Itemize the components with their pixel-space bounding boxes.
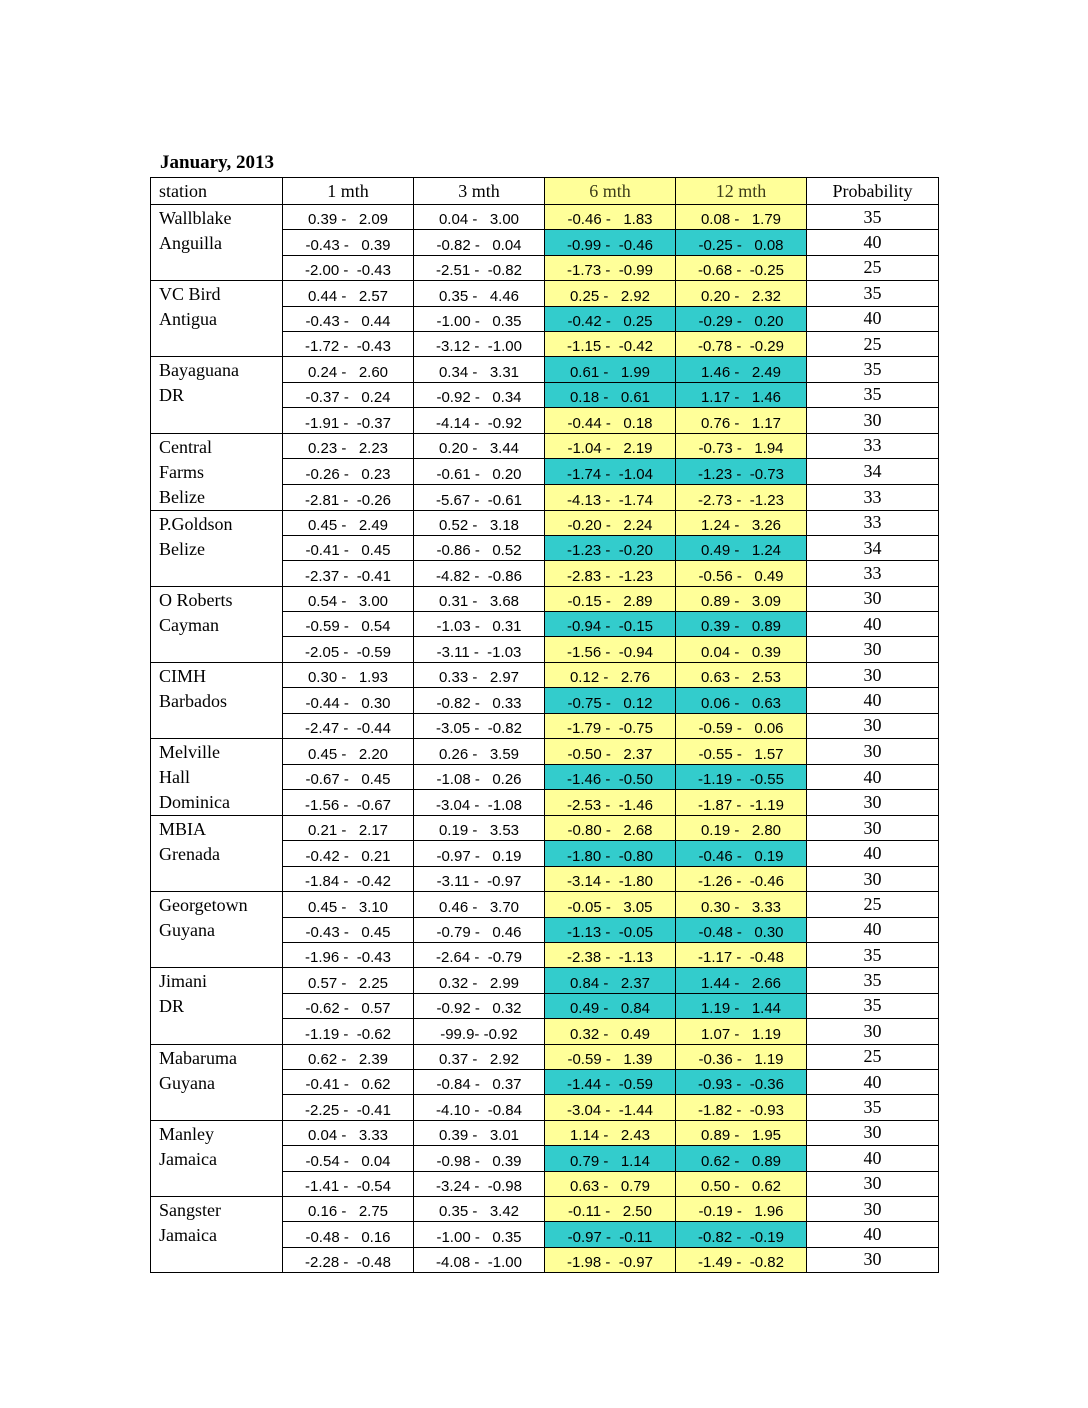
station-name-line: Jimani [159,971,207,992]
spi-6-month-range: 0.18 - 0.61 [545,382,676,407]
station-cell [151,739,283,816]
probability-value: 30 [807,1019,939,1044]
table-row [151,281,939,306]
spi-1-month-range: 0.39 - 2.09 [283,205,414,230]
spi-6-month-range: -2.53 - -1.46 [545,790,676,816]
spi-12-month-range: -1.23 - -0.73 [676,459,807,485]
spi-6-month-range: -0.15 - 2.89 [545,586,676,611]
station-name-line: Antigua [159,309,217,330]
probability-value: 30 [807,790,939,816]
spi-12-month-range: 0.06 - 0.63 [676,688,807,713]
spi-1-month-range: 0.23 - 2.23 [283,433,414,459]
probability-value: 40 [807,306,939,331]
spi-3-month-range: -5.67 - -0.61 [414,484,545,510]
probability-value: 30 [807,408,939,433]
spi-6-month-range: -0.05 - 3.05 [545,892,676,917]
table-row [151,1120,939,1145]
station-name-line: Farms [159,461,204,482]
spi-3-month-range: -0.86 - 0.52 [414,535,545,560]
station-name-line: Manley [159,1123,214,1144]
spi-1-month-range: 0.62 - 2.39 [283,1044,414,1069]
spi-12-month-range: -0.73 - 1.94 [676,433,807,459]
station-cell [151,510,283,586]
spi-3-month-range: -2.64 - -0.79 [414,942,545,967]
spi-1-month-range: -0.48 - 0.16 [283,1222,414,1247]
spi-12-month-range: 0.04 - 0.39 [676,637,807,662]
spi-12-month-range: -0.46 - 0.19 [676,841,807,866]
station-cell [151,357,283,433]
spi-3-month-range: -3.24 - -0.98 [414,1171,545,1196]
spi-3-month-range: -0.97 - 0.19 [414,841,545,866]
spi-3-month-range: 0.52 - 3.18 [414,510,545,535]
probability-value: 33 [807,510,939,535]
spi-12-month-range: 0.50 - 0.62 [676,1171,807,1196]
spi-3-month-range: 0.26 - 3.59 [414,739,545,765]
probability-value: 35 [807,942,939,967]
spi-6-month-range: 0.12 - 2.76 [545,662,676,687]
spi-1-month-range: -1.91 - -0.37 [283,408,414,433]
station-name-line: Grenada [159,844,220,865]
probability-value: 40 [807,841,939,866]
spi-6-month-range: -1.04 - 2.19 [545,433,676,459]
spi-3-month-range: -4.14 - -0.92 [414,408,545,433]
spi-12-month-range: -0.93 - -0.36 [676,1069,807,1094]
spi-6-month-range: -3.14 - -1.80 [545,866,676,891]
spi-3-month-range: -0.82 - 0.04 [414,230,545,255]
station-name-line: Bayaguana [159,360,239,381]
probability-value: 30 [807,662,939,687]
spi-1-month-range: -2.25 - -0.41 [283,1095,414,1120]
spi-3-month-range: -4.08 - -1.00 [414,1247,545,1272]
station-cell [151,281,283,357]
spi-12-month-range: -0.19 - 1.96 [676,1196,807,1221]
table-row [151,892,939,917]
station-name-line: Sangster [159,1199,221,1220]
spi-1-month-range: 0.24 - 2.60 [283,357,414,382]
spi-12-month-range: 0.63 - 2.53 [676,662,807,687]
spi-12-month-range: -0.56 - 0.49 [676,561,807,586]
spi-12-month-range: 0.89 - 1.95 [676,1120,807,1145]
spi-1-month-range: -2.37 - -0.41 [283,561,414,586]
spi-12-month-range: -0.36 - 1.19 [676,1044,807,1069]
spi-3-month-range: 0.19 - 3.53 [414,816,545,841]
spi-1-month-range: -0.54 - 0.04 [283,1146,414,1171]
spi-6-month-range: -0.46 - 1.83 [545,205,676,230]
spi-1-month-range: -0.67 - 0.45 [283,764,414,790]
spi-1-month-range: 0.44 - 2.57 [283,281,414,306]
spi-12-month-range: 1.19 - 1.44 [676,993,807,1018]
spi-6-month-range: -1.56 - -0.94 [545,637,676,662]
station-name-line: Cayman [159,614,219,635]
spi-12-month-range: -1.82 - -0.93 [676,1095,807,1120]
spi-12-month-range: 0.20 - 2.32 [676,281,807,306]
probability-value: 33 [807,561,939,586]
station-name-line: Wallblake [159,208,232,228]
spi-6-month-range: -1.15 - -0.42 [545,331,676,356]
spi-12-month-range: -1.49 - -0.82 [676,1247,807,1272]
spi-1-month-range: 0.45 - 3.10 [283,892,414,917]
spi-1-month-range: 0.21 - 2.17 [283,816,414,841]
spi-6-month-range: -1.80 - -0.80 [545,841,676,866]
spi-1-month-range: -2.28 - -0.48 [283,1247,414,1272]
header-6-month: 6 mth [545,178,676,205]
probability-value: 40 [807,764,939,790]
header-3-month: 3 mth [414,178,545,205]
spi-1-month-range: -1.84 - -0.42 [283,866,414,891]
spi-12-month-range: -0.82 - -0.19 [676,1222,807,1247]
probability-value: 40 [807,612,939,637]
probability-value: 30 [807,637,939,662]
spi-1-month-range: -0.41 - 0.45 [283,535,414,560]
spi-3-month-range: -0.82 - 0.33 [414,688,545,713]
spi-1-month-range: -1.72 - -0.43 [283,331,414,356]
probability-value: 40 [807,1146,939,1171]
probability-value: 30 [807,866,939,891]
spi-3-month-range: -0.92 - 0.34 [414,382,545,407]
spi-6-month-range: 0.84 - 2.37 [545,968,676,993]
spi-1-month-range: -2.00 - -0.43 [283,255,414,280]
spi-12-month-range: -1.26 - -0.46 [676,866,807,891]
spi-3-month-range: -3.11 - -1.03 [414,637,545,662]
probability-value: 40 [807,1222,939,1247]
spi-1-month-range: 0.04 - 3.33 [283,1120,414,1145]
spi-1-month-range: -2.47 - -0.44 [283,713,414,738]
station-cell [151,1196,283,1272]
spi-3-month-range: -4.10 - -0.84 [414,1095,545,1120]
spi-3-month-range: -0.92 - 0.32 [414,993,545,1018]
spi-3-month-range: -0.79 - 0.46 [414,917,545,942]
station-cell [151,816,283,892]
spi-1-month-range: -0.26 - 0.23 [283,459,414,485]
spi-3-month-range: -0.84 - 0.37 [414,1069,545,1094]
probability-value: 25 [807,331,939,356]
spi-12-month-range: 1.07 - 1.19 [676,1019,807,1044]
spi-12-month-range: 1.17 - 1.46 [676,382,807,407]
probability-value: 25 [807,1044,939,1069]
spi-6-month-range: -0.99 - -0.46 [545,230,676,255]
spi-12-month-range: 0.19 - 2.80 [676,816,807,841]
spi-3-month-range: 0.39 - 3.01 [414,1120,545,1145]
spi-3-month-range: 0.04 - 3.00 [414,205,545,230]
spi-6-month-range: 0.63 - 0.79 [545,1171,676,1196]
station-name-line: Jamaica [159,1224,217,1245]
spi-3-month-range: -3.04 - -1.08 [414,790,545,816]
spi-1-month-range: -0.43 - 0.44 [283,306,414,331]
spi-6-month-range: -0.42 - 0.25 [545,306,676,331]
station-cell [151,205,283,281]
spi-6-month-range: -1.46 - -0.50 [545,764,676,790]
spi-12-month-range: 1.46 - 2.49 [676,357,807,382]
station-name-line: Mabaruma [159,1047,237,1068]
header-1-month: 1 mth [283,178,414,205]
spi-3-month-range: -1.00 - 0.35 [414,306,545,331]
spi-6-month-range: 1.14 - 2.43 [545,1120,676,1145]
table-row [151,205,939,230]
spi-12-month-range: -0.55 - 1.57 [676,739,807,765]
spi-3-month-range: 0.35 - 4.46 [414,281,545,306]
spi-12-month-range: -0.48 - 0.30 [676,917,807,942]
probability-value: 25 [807,892,939,917]
station-cell [151,892,283,968]
spi-12-month-range: -0.59 - 0.06 [676,713,807,738]
spi-12-month-range: 1.24 - 3.26 [676,510,807,535]
spi-1-month-range: -2.81 - -0.26 [283,484,414,510]
spi-1-month-range: -1.56 - -0.67 [283,790,414,816]
station-name-line: O Roberts [159,589,233,610]
station-name-line: Central [159,436,212,457]
probability-value: 40 [807,688,939,713]
table-row [151,1044,939,1069]
spi-12-month-range: 0.30 - 3.33 [676,892,807,917]
station-name-line: Jamaica [159,1148,217,1169]
spi-1-month-range: -0.43 - 0.39 [283,230,414,255]
spi-6-month-range: -1.79 - -0.75 [545,713,676,738]
spi-3-month-range: 0.46 - 3.70 [414,892,545,917]
spi-6-month-range: 0.32 - 0.49 [545,1019,676,1044]
spi-3-month-range: -1.00 - 0.35 [414,1222,545,1247]
spi-12-month-range: 0.76 - 1.17 [676,408,807,433]
spi-1-month-range: -0.59 - 0.54 [283,612,414,637]
station-name-line: Georgetown [159,895,248,916]
page-title: January, 2013 [160,152,275,173]
station-name-line: MBIA [159,819,207,840]
spi-12-month-range: 0.89 - 3.09 [676,586,807,611]
station-name-line: Belize [159,486,205,507]
spi-6-month-range: -1.13 - -0.05 [545,917,676,942]
spi-3-month-range: -3.05 - -0.82 [414,713,545,738]
spi-1-month-range: -1.41 - -0.54 [283,1171,414,1196]
spi-12-month-range: -0.29 - 0.20 [676,306,807,331]
station-name-line: Guyana [159,920,215,941]
spi-1-month-range: 0.16 - 2.75 [283,1196,414,1221]
spi-3-month-range: -0.98 - 0.39 [414,1146,545,1171]
spi-6-month-range: -2.83 - -1.23 [545,561,676,586]
spi-6-month-range: -0.80 - 2.68 [545,816,676,841]
spi-1-month-range: -0.62 - 0.57 [283,993,414,1018]
spi-12-month-range: -1.17 - -0.48 [676,942,807,967]
spi-3-month-range: -3.11 - -0.97 [414,866,545,891]
station-cell [151,1120,283,1196]
table-row [151,739,939,765]
spi-6-month-range: -1.23 - -0.20 [545,535,676,560]
spi-forecast-table [150,177,939,1273]
spi-12-month-range: 0.39 - 0.89 [676,612,807,637]
spi-12-month-range: 0.49 - 1.24 [676,535,807,560]
spi-3-month-range: -1.03 - 0.31 [414,612,545,637]
probability-value: 34 [807,459,939,485]
spi-3-month-range: 0.20 - 3.44 [414,433,545,459]
spi-3-month-range: 0.33 - 2.97 [414,662,545,687]
spi-6-month-range: -0.59 - 1.39 [545,1044,676,1069]
spi-1-month-range: 0.54 - 3.00 [283,586,414,611]
spi-12-month-range: -1.19 - -0.55 [676,764,807,790]
station-name-line: DR [159,996,185,1017]
spi-6-month-range: -0.50 - 2.37 [545,739,676,765]
spi-12-month-range: -0.68 - -0.25 [676,255,807,280]
spi-1-month-range: 0.30 - 1.93 [283,662,414,687]
station-cell [151,968,283,1044]
spi-1-month-range: -2.05 - -0.59 [283,637,414,662]
spi-3-month-range: -99.9- -0.92 [414,1019,545,1044]
spi-1-month-range: -1.19 - -0.62 [283,1019,414,1044]
probability-value: 40 [807,917,939,942]
spi-1-month-range: -0.43 - 0.45 [283,917,414,942]
spi-3-month-range: -1.08 - 0.26 [414,764,545,790]
spi-3-month-range: 0.32 - 2.99 [414,968,545,993]
spi-6-month-range: -3.04 - -1.44 [545,1095,676,1120]
spi-6-month-range: 0.61 - 1.99 [545,357,676,382]
station-name-line: P.Goldson [159,513,233,534]
station-name-line: CIMH [159,665,207,686]
spi-6-month-range: -0.20 - 2.24 [545,510,676,535]
table-row [151,662,939,687]
spi-3-month-range: 0.31 - 3.68 [414,586,545,611]
spi-3-month-range: 0.37 - 2.92 [414,1044,545,1069]
spi-6-month-range: -1.44 - -0.59 [545,1069,676,1094]
spi-12-month-range: -2.73 - -1.23 [676,484,807,510]
table-row [151,357,939,382]
spi-3-month-range: -2.51 - -0.82 [414,255,545,280]
probability-value: 35 [807,357,939,382]
probability-value: 35 [807,993,939,1018]
probability-value: 30 [807,713,939,738]
probability-value: 33 [807,484,939,510]
spi-1-month-range: 0.45 - 2.20 [283,739,414,765]
table-row [151,586,939,611]
spi-3-month-range: -3.12 - -1.00 [414,331,545,356]
probability-value: 40 [807,230,939,255]
spi-6-month-range: 0.25 - 2.92 [545,281,676,306]
spi-12-month-range: 0.08 - 1.79 [676,205,807,230]
spi-6-month-range: 0.79 - 1.14 [545,1146,676,1171]
station-name-line: Hall [159,767,190,788]
spi-6-month-range: -0.75 - 0.12 [545,688,676,713]
probability-value: 30 [807,586,939,611]
probability-value: 40 [807,1069,939,1094]
spi-1-month-range: 0.45 - 2.49 [283,510,414,535]
table-row [151,510,939,535]
table-row [151,1196,939,1221]
station-cell [151,662,283,738]
station-name-line: Anguilla [159,233,222,253]
probability-value: 33 [807,433,939,459]
spi-3-month-range: 0.34 - 3.31 [414,357,545,382]
probability-value: 35 [807,281,939,306]
probability-value: 35 [807,968,939,993]
spi-6-month-range: -2.38 - -1.13 [545,942,676,967]
spi-1-month-range: -0.42 - 0.21 [283,841,414,866]
spi-12-month-range: -0.25 - 0.08 [676,230,807,255]
spi-6-month-range: -0.44 - 0.18 [545,408,676,433]
table-row [151,816,939,841]
spi-1-month-range: -0.37 - 0.24 [283,382,414,407]
probability-value: 35 [807,1095,939,1120]
spi-6-month-range: -0.11 - 2.50 [545,1196,676,1221]
spi-6-month-range: -0.97 - -0.11 [545,1222,676,1247]
spi-12-month-range: 1.44 - 2.66 [676,968,807,993]
table-row [151,433,939,459]
spi-1-month-range: -0.44 - 0.30 [283,688,414,713]
spi-6-month-range: 0.49 - 0.84 [545,993,676,1018]
probability-value: 30 [807,1120,939,1145]
station-cell [151,586,283,662]
spi-1-month-range: 0.57 - 2.25 [283,968,414,993]
spi-3-month-range: -0.61 - 0.20 [414,459,545,485]
probability-value: 34 [807,535,939,560]
station-name-line: Dominica [159,792,230,813]
header-probability: Probability [807,178,939,205]
table-row [151,968,939,993]
probability-value: 30 [807,1171,939,1196]
header-12-month: 12 mth [676,178,807,205]
probability-value: 30 [807,816,939,841]
spi-1-month-range: -1.96 - -0.43 [283,942,414,967]
station-name-line: Melville [159,742,220,763]
spi-6-month-range: -1.74 - -1.04 [545,459,676,485]
station-name-line: Guyana [159,1072,215,1093]
spi-12-month-range: 0.62 - 0.89 [676,1146,807,1171]
station-name-line: DR [159,385,185,406]
header-row [151,178,939,205]
station-name-line: Belize [159,538,205,559]
header-station: station [151,178,283,205]
probability-value: 35 [807,382,939,407]
spi-1-month-range: -0.41 - 0.62 [283,1069,414,1094]
probability-value: 30 [807,1196,939,1221]
station-cell [151,433,283,510]
station-cell [151,1044,283,1120]
probability-value: 30 [807,739,939,765]
spi-3-month-range: -4.82 - -0.86 [414,561,545,586]
spi-12-month-range: -0.78 - -0.29 [676,331,807,356]
spi-6-month-range: -1.98 - -0.97 [545,1247,676,1272]
spi-6-month-range: -4.13 - -1.74 [545,484,676,510]
spi-6-month-range: -0.94 - -0.15 [545,612,676,637]
probability-value: 35 [807,205,939,230]
probability-value: 25 [807,255,939,280]
spi-12-month-range: -1.87 - -1.19 [676,790,807,816]
spi-6-month-range: -1.73 - -0.99 [545,255,676,280]
spi-3-month-range: 0.35 - 3.42 [414,1196,545,1221]
station-name-line: VC Bird [159,284,221,305]
probability-value: 30 [807,1247,939,1272]
station-name-line: Barbados [159,690,227,711]
